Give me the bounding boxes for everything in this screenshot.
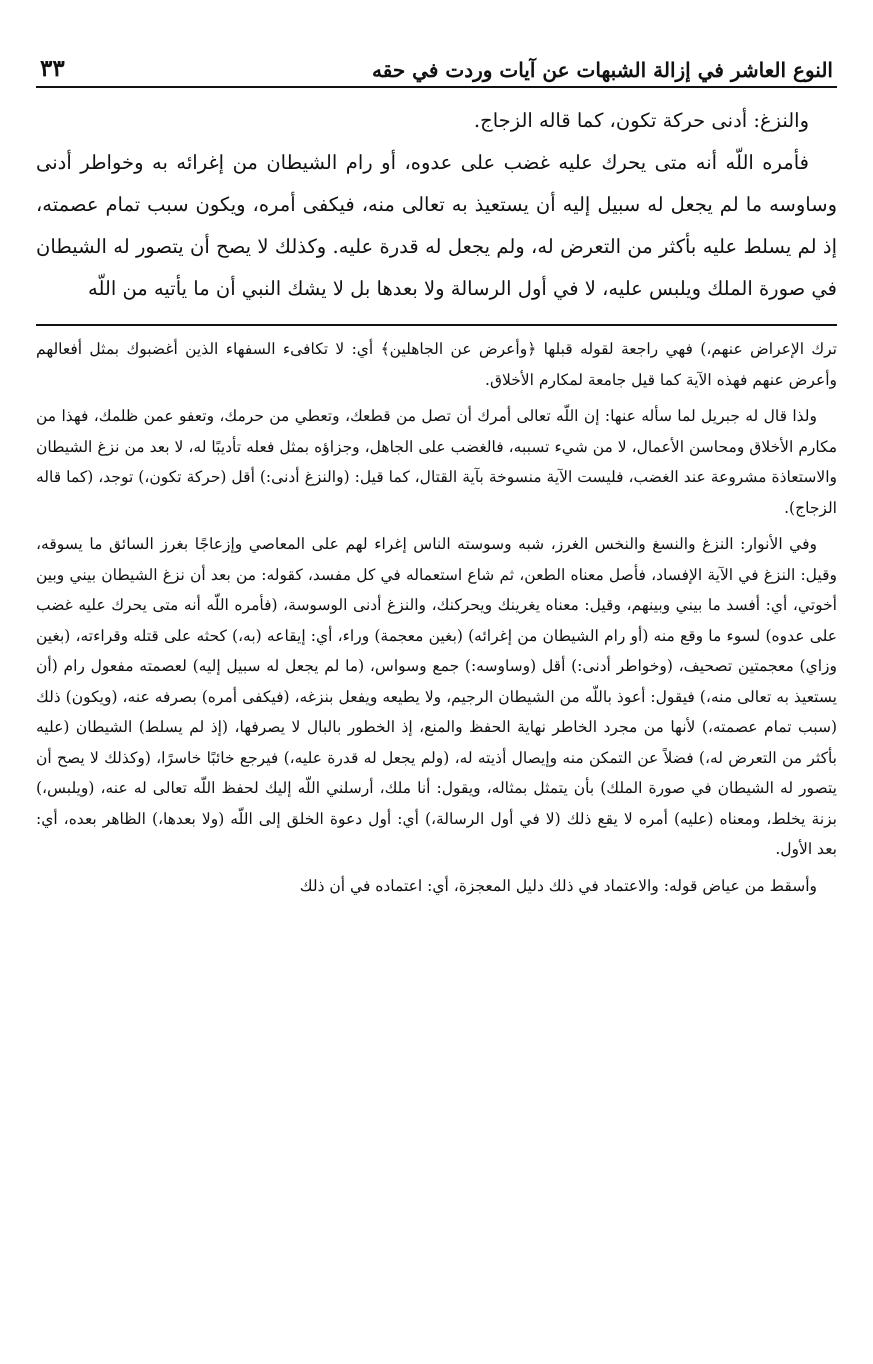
commentary-paragraph: وأسقط من عياض قوله: والاعتماد في ذلك دليل المعجزة، أي: اعتماده في أن ذلك [299,876,817,895]
commentary [36,334,837,901]
footnote-separator [36,324,837,326]
main-text [36,100,837,310]
commentary-paragraph: وفي الأنوار: النزغ والنسغ والنخس الغرز، شبه وسوسته الناس إغراء لهم على المعاصي وإزعاجًا بغرز السائق ما يسوقه، وقيل: النزغ في الآية الإفساد، فأصل معناه الطعن، ثم شاع استعماله في كل مفسد، كقوله: من بعد أن نزغ الشيطان بيني وبين أخوتي، أي: أفسد ما بيني وبينهم، وقيل: معناه يغرينك ويحركنك، والنزغ أدنى الوسوسة، (فأمره اللّه أنه متى يحرك عليه غضب على عدوه) لسوء ما وقع منه (أو رام الشيطان من إغرائه) (بغين معجمة) وراء، أي: إيقاعه (به،) كحثه على قتله وقراءته، (بغين وزاي) معجمتين تصحيف، (وخواطر أدنى:) أقل (وساوسه:) جمع وسواس، (ما لم يجعل له سبيل إليه) لعصمته مفعول رام (أن يستعيذ به تعالى منه،) فيقول: أعوذ باللّه من الشيطان الرجيم، ولا يطيعه ويفعل بنزغه، (فيكفى أمره) بصرفه عنه، (ويكون) ذلك (سبب تمام عصمته،) لأنها من مجرد الخاطر نهاية الحفظ والمنع، إذ الخطور بالبال لا يصرفها، (إذ لم يسلط) الشيطان (عليه بأكثر من التعرض له،) فضلاً عن التمكن منه وإيصال أذيته له، (ولم يجعل له قدرة عليه،) فيرجع خائبًا خاسرًا، (وكذلك لا يصح أن يتصور له الشيطان في صورة الملك) بأن يتمثل بمثاله، ويقول: أنا ملك، أرسلني اللّه إليك لحفظ اللّه تعالى له عنه، (ويلبس،) بزنة يخلط، ومعناه (عليه) أمره لا يقع ذلك (لا في أول الرسالة،) أي: أول دعوة الخلق إلى اللّه (ولا بعدها،) الظاهر بعده، أي: بعد الأول. [36,535,837,858]
page-number: ٣٣ [40,55,65,82]
main-paragraph: فأمره اللّه أنه متى يحرك عليه غضب على عدوه، أو رام الشيطان من إغرائه به وخواطر أدنى وساوسه ما لم يجعل له سبيل إليه أن يستعيذ به تعالى منه، فيكفى أمره، ويكون سبب تمام عصمته، إذ لم يسلط عليه بأكثر من التعرض له، ولم يجعل له قدرة عليه. وكذلك لا يصح أن يتصور له الشيطان في صورة الملك ويلبس عليه، لا في أول الرسالة ولا بعدها بل لا يشك النبي أن ما يأتيه من اللّه [36,151,837,300]
commentary-paragraph: ترك الإعراض عنهم،) فهي راجعة لقوله قبلها ﴿وأعرض عن الجاهلين﴾ أي: لا تكافىء السفهاء الذين أغضبوك بمثل أفعالهم وأعرض عنهم فهذه الآية كما قيل جامعة لمكارم الأخلاق. [36,340,837,389]
running-header [36,34,837,88]
header-title: النوع العاشر في إزالة الشبهات عن آيات وردت في حقه [372,58,833,82]
commentary-paragraph: ولذا قال له جبريل لما سأله عنها: إن اللّه تعالى أمرك أن تصل من قطعك، وتعطي من حرمك، وتعفو عمن ظلمك، فهذا من مكارم الأخلاق ومحاسن الأعمال، لا من شيء تسببه، فالغضب على الجاهل، وجزاؤه بمثل فعله تأديبًا له، لا بعد من نزغ الشيطان والاستعاذة مشروعة عند الغضب، فليست الآية منسوخة بآية القتال، كما قيل: (والنزغ أدنى:) أقل (حركة تكون،) توجد، (كما قاله الزجاج). [36,407,837,517]
main-paragraph: والنزغ: أدنى حركة تكون، كما قاله الزجاج. [473,109,809,132]
